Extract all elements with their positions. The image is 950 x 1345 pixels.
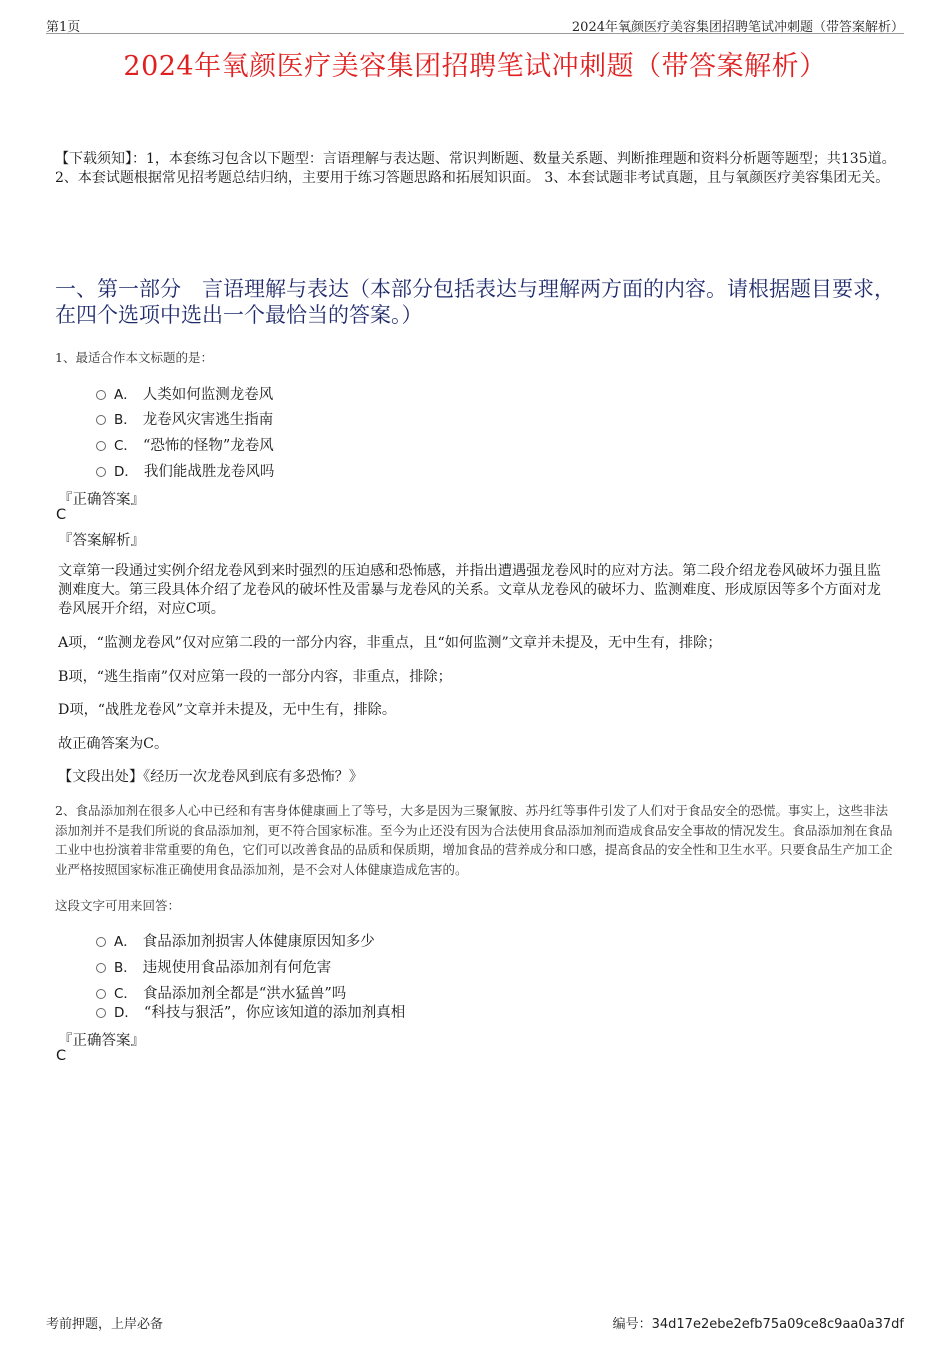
option-letter: C． bbox=[114, 438, 137, 454]
option-text: 人类如何监测龙卷风 bbox=[142, 386, 274, 403]
footer-code bbox=[613, 1313, 904, 1332]
option-letter: A． bbox=[114, 934, 137, 950]
q2-option-a[interactable] bbox=[96, 930, 375, 950]
radio-icon[interactable] bbox=[96, 415, 106, 425]
section-heading: 一、第一部分 言语理解与表达（本部分包括表达与理解两方面的内容。请根据题目要求，在四个选项中选出一个最恰当的答案。） bbox=[55, 277, 895, 327]
option-letter: B． bbox=[114, 412, 137, 428]
option-text: 食品添加剂损害人体健康原因知多少 bbox=[142, 933, 375, 950]
option-text: “科技与狠活”，你应该知道的添加剂真相 bbox=[143, 1004, 406, 1021]
q2-answer: C bbox=[56, 1048, 67, 1064]
radio-icon[interactable] bbox=[96, 390, 106, 400]
option-text: 我们能战胜龙卷风吗 bbox=[143, 463, 275, 480]
option-letter: A． bbox=[114, 387, 137, 403]
header-title: 2024年氧颜医疗美容集团招聘笔试冲刺题（带答案解析） bbox=[571, 20, 904, 35]
question-2-stem: 2、食品添加剂在很多人心中已经和有害身体健康画上了等号，大多是因为三聚氰胺、苏丹红等事件引发了人们对于食品安全的恐慌。事实上，这些非法添加剂并不是我们所说的食品添加剂，更不符合国家标准。至今为止还没有因为合法使用食品添加剂而造成食品安全事故的情况发生。食品添加剂在食品工业中也扮演着非常重要的角色，它们可以改善食品的品质和保质期，增加食品的营养成分和口感，提高食品的安全性和卫生水平。只要食品生产加工企业严格按照国家标准正确使用食品添加剂，是不会对人体健康造成危害的。 bbox=[55, 803, 893, 877]
q1-option-b[interactable] bbox=[96, 408, 273, 428]
option-text: “恐怖的怪物”龙卷风 bbox=[142, 437, 274, 454]
radio-icon[interactable] bbox=[96, 467, 106, 477]
q2-option-b[interactable] bbox=[96, 956, 331, 976]
q2-answer-label: 『正确答案』 bbox=[58, 1033, 145, 1049]
option-letter: D． bbox=[114, 1005, 138, 1021]
option-text: 违规使用食品添加剂有何危害 bbox=[142, 959, 332, 976]
page-header bbox=[46, 14, 904, 34]
option-letter: C． bbox=[114, 986, 137, 1002]
q2-option-d[interactable] bbox=[96, 1001, 405, 1021]
radio-icon[interactable] bbox=[96, 989, 106, 999]
radio-icon[interactable] bbox=[96, 1008, 106, 1018]
q1-conclusion: 故正确答案为C。 bbox=[58, 736, 169, 752]
q1-analysis-paragraph: 文章第一段通过实例介绍龙卷风到来时强烈的压迫感和恐怖感，并指出遭遇强龙卷风时的应对方法。第二段介绍龙卷风破坏力强且监测难度大。第三段具体介绍了龙卷风的破坏性及雷暴与龙卷风的关系。文章从龙卷风的破坏力、监测难度、形成原因等多个方面对龙卷风展开介绍，对应C项。 bbox=[58, 563, 881, 617]
radio-icon[interactable] bbox=[96, 441, 106, 451]
document-title: 2024年氧颜医疗美容集团招聘笔试冲刺题（带答案解析） bbox=[123, 51, 827, 82]
page-number: 第1页 bbox=[46, 20, 81, 35]
q1-option-c[interactable] bbox=[96, 434, 274, 454]
q1-source: 【文段出处】《经历一次龙卷风到底有多恐怖？》 bbox=[58, 769, 364, 785]
q1-analysis-label: 『答案解析』 bbox=[58, 533, 145, 549]
question-1-stem: 1、最适合作本文标题的是： bbox=[55, 350, 213, 365]
footer-slogan: 考前押题，上岸必备 bbox=[46, 1317, 164, 1332]
question-2-prompt: 这段文字可用来回答： bbox=[55, 898, 181, 913]
radio-icon[interactable] bbox=[96, 937, 106, 947]
q1-analysis-option-a: A项，“监测龙卷风”仅对应第二段的一部分内容，非重点，且“如何监测”文章并未提及，无中生有，排除； bbox=[58, 635, 722, 651]
footer-code-value: 34d17e2ebe2efb75a09ce8c9aa0a37df bbox=[651, 1317, 904, 1332]
option-text: 龙卷风灾害逃生指南 bbox=[142, 411, 274, 428]
q1-analysis-option-b: B项，“逃生指南”仅对应第一段的一部分内容，非重点，排除； bbox=[58, 669, 452, 685]
q1-option-d[interactable] bbox=[96, 460, 274, 480]
option-text: 食品添加剂全都是“洪水猛兽”吗 bbox=[142, 985, 347, 1002]
option-letter: B． bbox=[114, 960, 137, 976]
option-letter: D． bbox=[114, 464, 138, 480]
radio-icon[interactable] bbox=[96, 963, 106, 973]
download-notice: 【下载须知】：1，本套练习包含以下题型：言语理解与表达题、常识判断题、数量关系题、判断推理题和资料分析题等题型；共135道。 2、本套试题根据常见招考题总结归纳，主要用于练习答题思路和拓展知识面。 3、本套试题非考试真题，且与氧颜医疗美容集团无关。 bbox=[55, 151, 896, 186]
q1-answer-label: 『正确答案』 bbox=[58, 492, 145, 508]
q2-option-c[interactable] bbox=[96, 982, 346, 1002]
q1-analysis-option-d: D项，“战胜龙卷风”文章并未提及，无中生有，排除。 bbox=[58, 702, 397, 718]
q1-answer: C bbox=[56, 507, 67, 523]
q1-option-a[interactable] bbox=[96, 383, 273, 403]
footer-code-label: 编号： bbox=[612, 1317, 652, 1332]
